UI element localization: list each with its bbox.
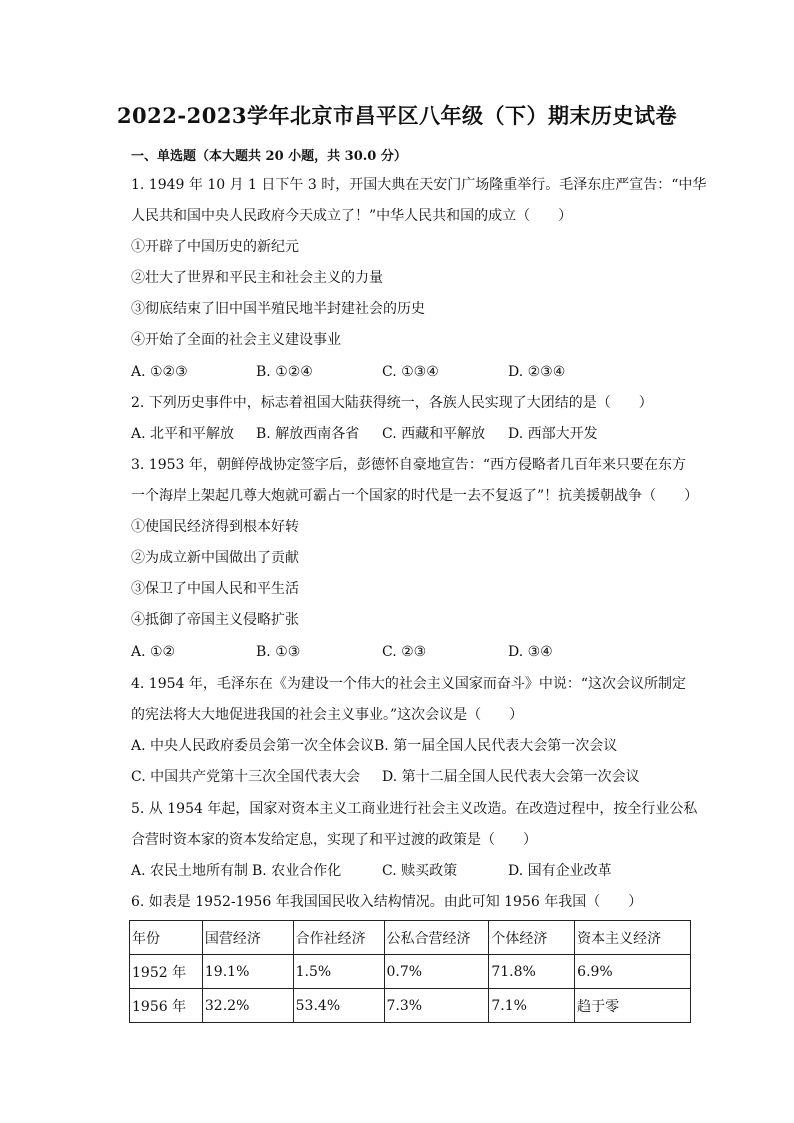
table-header-cell: 个体经济 <box>489 921 575 955</box>
q3-item-2: ②为成立新中国做出了贡献 <box>131 550 299 566</box>
table-cell: 趋于零 <box>575 989 691 1023</box>
q2-option-d[interactable]: D. 西部大开发 <box>508 426 598 442</box>
table-cell: 32.2% <box>202 989 293 1023</box>
exam-title: 2022-2023学年北京市昌平区八年级（下）期末历史试卷 <box>116 103 678 128</box>
table-cell: 19.1% <box>202 955 293 989</box>
table-header-cell: 年份 <box>130 921 203 955</box>
table-header-row <box>130 921 691 955</box>
table-row <box>130 989 691 1023</box>
q1-option-d[interactable]: D. ②③④ <box>508 364 566 380</box>
q5-option-a[interactable]: A. 农民土地所有制 <box>131 863 249 879</box>
q1-item-2: ②壮大了世界和平民主和社会主义的力量 <box>131 270 383 286</box>
table-header-cell: 合作社经济 <box>293 921 384 955</box>
table-header-cell: 资本主义经济 <box>575 921 691 955</box>
q1-item-3: ③彻底结束了旧中国半殖民地半封建社会的历史 <box>131 301 425 317</box>
q1-stem-line2: 人民共和国中央人民政府今天成立了！”中华人民共和国的成立（ ） <box>131 208 573 224</box>
q4-stem-line1: 4. 1954 年，毛泽东在《为建设一个伟大的社会主义国家而奋斗》中说：“这次会议所制定 <box>131 676 687 692</box>
q3-option-a[interactable]: A. ①② <box>131 644 176 660</box>
q3-item-3: ③保卫了中国人民和平生活 <box>131 581 299 597</box>
table-cell: 71.8% <box>489 955 575 989</box>
q3-item-1: ①使国民经济得到根本好转 <box>131 519 299 535</box>
table-cell: 1.5% <box>293 955 384 989</box>
q5-stem-line2: 合营时资本家的资本发给定息，实现了和平过渡的政策是（ ） <box>131 832 537 848</box>
table-cell: 6.9% <box>575 955 691 989</box>
q3-option-c[interactable]: C. ②③ <box>382 644 427 660</box>
q4-option-a[interactable]: A. 中央人民政府委员会第一次全体会议 <box>131 738 375 754</box>
table-header-cell: 公私合营经济 <box>384 921 489 955</box>
q5-option-c[interactable]: C. 赎买政策 <box>382 863 458 879</box>
table-cell: 7.1% <box>489 989 575 1023</box>
q1-item-1: ①开辟了中国历史的新纪元 <box>131 239 299 255</box>
q6-stem: 6. 如表是 1952-1956 年我国国民收入结构情况。由此可知 1956 年我国（ ） <box>131 894 643 910</box>
q1-option-c[interactable]: C. ①③④ <box>382 364 439 380</box>
table-header-cell: 国营经济 <box>202 921 293 955</box>
q1-item-4: ④开始了全面的社会主义建设事业 <box>131 332 341 348</box>
q1-stem-line1: 1. 1949 年 10 月 1 日下午 3 时，开国大典在天安门广场隆重举行。毛泽东庄严宣告：“中华 <box>131 177 707 193</box>
q5-option-d[interactable]: D. 国有企业改革 <box>508 863 612 879</box>
income-structure-table <box>129 920 691 1023</box>
q2-option-b[interactable]: B. 解放西南各省 <box>256 426 360 442</box>
q2-option-c[interactable]: C. 西藏和平解放 <box>382 426 486 442</box>
q3-item-4: ④抵御了帝国主义侵略扩张 <box>131 612 299 628</box>
q2-option-a[interactable]: A. 北平和平解放 <box>131 426 235 442</box>
q3-stem-line1: 3. 1953 年，朝鲜停战协定签字后，彭德怀自豪地宣告：“西方侵略者几百年来只要在东方 <box>131 457 687 473</box>
q1-option-b[interactable]: B. ①②④ <box>256 364 313 380</box>
q5-stem-line1: 5. 从 1954 年起，国家对资本主义工商业进行社会主义改造。在改造过程中，按全行业公私 <box>131 801 698 817</box>
table-cell: 53.4% <box>293 989 384 1023</box>
table-cell: 1952 年 <box>130 955 203 989</box>
q2-stem: 2. 下列历史事件中，标志着祖国大陆获得统一，各族人民实现了大团结的是（ ） <box>131 395 653 411</box>
q3-stem-line2: 一个海岸上架起几尊大炮就可霸占一个国家的时代是一去不复返了”！抗美援朝战争（ ） <box>131 488 699 504</box>
q4-stem-line2: 的宪法将大大地促进我国的社会主义事业。”这次会议是（ ） <box>131 707 524 723</box>
q1-option-a[interactable]: A. ①②③ <box>131 364 188 380</box>
q4-option-b[interactable]: B. 第一届全国人民代表大会第一次会议 <box>374 738 618 754</box>
table-cell: 7.3% <box>384 989 489 1023</box>
q3-option-d[interactable]: D. ③④ <box>508 644 553 660</box>
q4-option-d[interactable]: D. 第十二届全国人民代表大会第一次会议 <box>382 769 640 785</box>
q5-option-b[interactable]: B. 农业合作化 <box>252 863 342 879</box>
table-cell: 1956 年 <box>130 989 203 1023</box>
table-cell: 0.7% <box>384 955 489 989</box>
section-heading: 一、单选题（本大题共 20 小题，共 30.0 分） <box>131 149 407 164</box>
q3-option-b[interactable]: B. ①③ <box>256 644 301 660</box>
table-row <box>130 955 691 989</box>
q4-option-c[interactable]: C. 中国共产党第十三次全国代表大会 <box>131 769 361 785</box>
